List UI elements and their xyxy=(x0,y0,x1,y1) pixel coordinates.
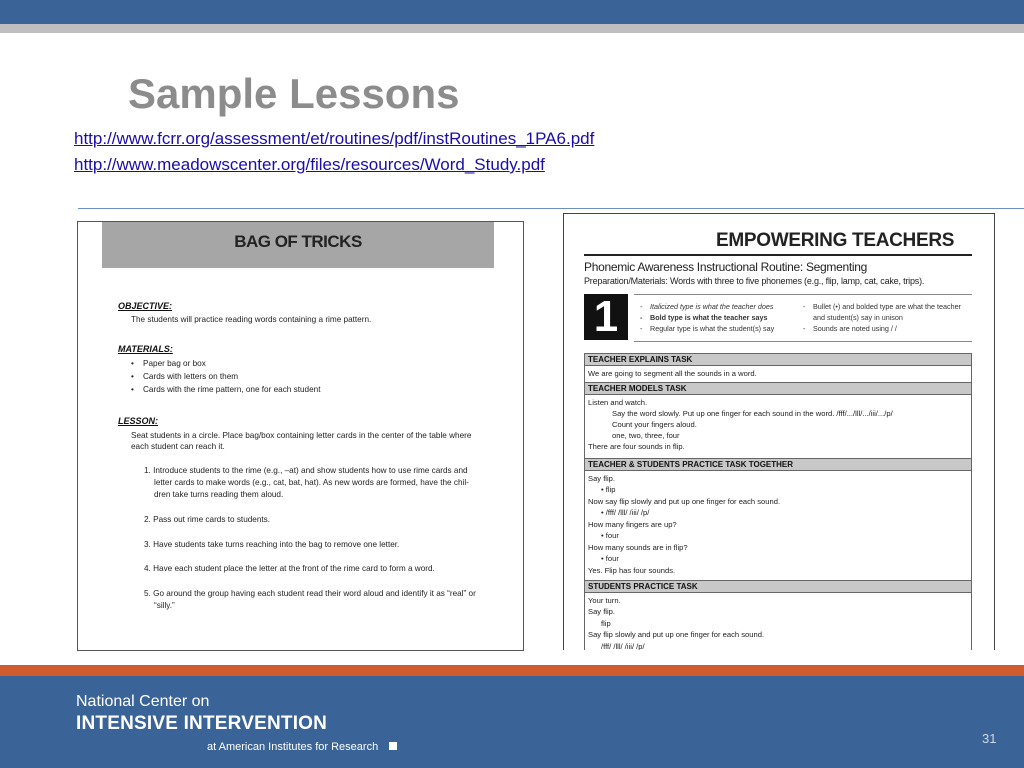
routine-number: 1 xyxy=(584,294,628,340)
materials-item: • Cards with letters on them xyxy=(143,372,238,381)
page-number: 31 xyxy=(982,731,997,746)
bag-of-tricks-header xyxy=(102,222,494,268)
empowering-title: EMPOWERING TEACHERS xyxy=(716,230,955,251)
routine-line: • four xyxy=(601,531,619,540)
materials-heading: MATERIALS: xyxy=(118,344,173,354)
lesson-intro: each student can reach it. xyxy=(131,442,225,451)
routine-line: Your turn. xyxy=(588,596,621,605)
objective-heading: OBJECTIVE: xyxy=(118,301,173,311)
fcrr-link[interactable]: http://www.fcrr.org/assessment/et/routines/pdf/instRoutines_1PA6.pdf xyxy=(74,129,595,148)
materials-item: • Cards with the rime pattern, one for each student xyxy=(143,385,321,394)
legend-top-rule xyxy=(634,294,972,295)
legend-item: - Regular type is what the student(s) say xyxy=(650,324,774,333)
routine-line: flip xyxy=(601,619,611,628)
routine-line: We are going to segment all the sounds in a word. xyxy=(588,369,757,378)
section-body xyxy=(584,366,972,382)
lesson-step-3: 3. Have students take turns reaching into the bag to remove one letter. xyxy=(144,540,400,549)
routine-line: Say flip. xyxy=(588,474,616,483)
routine-line: Say the word slowly. Put up one finger for each sound in the word. /fff/.../lll/.../iii/.../p/ xyxy=(612,409,893,418)
section-header: STUDENTS PRACTICE TASK xyxy=(584,580,972,593)
lesson-step-4: 4. Have each student place the letter at the front of the rime card to form a word. xyxy=(144,564,435,573)
legend-item: and student(s) say in unison xyxy=(813,313,903,322)
footer-accent-stripe xyxy=(0,665,1024,676)
routine-line: There are four sounds in flip. xyxy=(588,442,685,451)
top-header-bar xyxy=(0,0,1024,24)
bag-of-tricks-title: BAG OF TRICKS xyxy=(234,232,362,251)
title-underline xyxy=(584,254,972,256)
footer-square-icon xyxy=(389,742,397,750)
legend-item: - Bold type is what the teacher says xyxy=(650,313,767,322)
preparation-materials: Preparation/Materials: Words with three to five phonemes (e.g., flip, lamp, cat, cake, trips). xyxy=(584,276,925,286)
routine-subtitle: Phonemic Awareness Instructional Routine: Segmenting xyxy=(584,260,868,274)
legend-item: - Italicized type is what the teacher does xyxy=(650,302,773,311)
lesson-intro: Seat students in a circle. Place bag/box containing letter cards in the center of the table where xyxy=(131,431,472,440)
lesson-step-5: “silly.” xyxy=(154,601,175,610)
routine-line: Say flip. xyxy=(588,607,616,616)
lesson-step-1: dren take turns reading them aloud. xyxy=(154,490,284,499)
slide-title: Sample Lessons xyxy=(128,70,460,117)
title-divider xyxy=(78,208,1024,209)
legend-bottom-rule xyxy=(634,341,972,342)
routine-line: Say flip slowly and put up one finger for each sound. xyxy=(588,630,765,639)
footer-org-name: INTENSIVE INTERVENTION xyxy=(76,713,328,734)
objective-text: The students will practice reading words containing a rime pattern. xyxy=(131,315,372,324)
lesson-step-1: 1. Introduce students to the rime (e.g., –at) and show students how to use rime cards and xyxy=(144,466,468,475)
routine-line: How many fingers are up? xyxy=(588,520,677,529)
materials-item: • Paper bag or box xyxy=(143,359,206,368)
section-header: TEACHER MODELS TASK xyxy=(584,382,972,395)
section-header: TEACHER EXPLAINS TASK xyxy=(584,353,972,366)
legend-item: - Bullet (•) and bolded type are what the teacher xyxy=(813,302,961,311)
routine-line: /fff/ /lll/ /iii/ /p/ xyxy=(601,642,645,650)
routine-line: How many sounds are in flip? xyxy=(588,543,688,552)
lesson-heading: LESSON: xyxy=(118,416,159,426)
routine-line: one, two, three, four xyxy=(612,431,680,440)
lesson-step-1: letter cards to make words (e.g., cat, bat, hat). As new words are formed, have the chil- xyxy=(154,478,469,487)
routine-line: • flip xyxy=(601,485,616,494)
lesson-step-2: 2. Pass out rime cards to students. xyxy=(144,515,271,524)
routine-line: Yes. Flip has four sounds. xyxy=(588,566,676,575)
section-body xyxy=(584,395,972,458)
meadows-center-link[interactable]: http://www.meadowscenter.org/files/resources/Word_Study.pdf xyxy=(74,155,545,174)
bag-of-tricks-document xyxy=(77,221,524,651)
lesson-step-5: 5. Go around the group having each student read their word aloud and identify it as “real” or xyxy=(144,589,476,598)
empowering-teachers-document xyxy=(563,213,995,650)
routine-line: Count your fingers aloud. xyxy=(612,420,697,429)
footer-org-line1: National Center on xyxy=(76,693,210,710)
section-body xyxy=(584,593,972,650)
routine-line: • /fff/ /lll/ /iii/ /p/ xyxy=(601,508,650,517)
legend-item: - Sounds are noted using / / xyxy=(813,324,897,333)
routine-line: • four xyxy=(601,554,619,563)
top-gray-stripe xyxy=(0,24,1024,33)
routine-line: Now say flip slowly and put up one finger for each sound. xyxy=(588,497,781,506)
footer-affiliation: at American Institutes for Research xyxy=(207,741,379,753)
routine-line: Listen and watch. xyxy=(588,398,648,407)
section-body xyxy=(584,471,972,580)
section-header: TEACHER & STUDENTS PRACTICE TASK TOGETHER xyxy=(584,458,972,471)
